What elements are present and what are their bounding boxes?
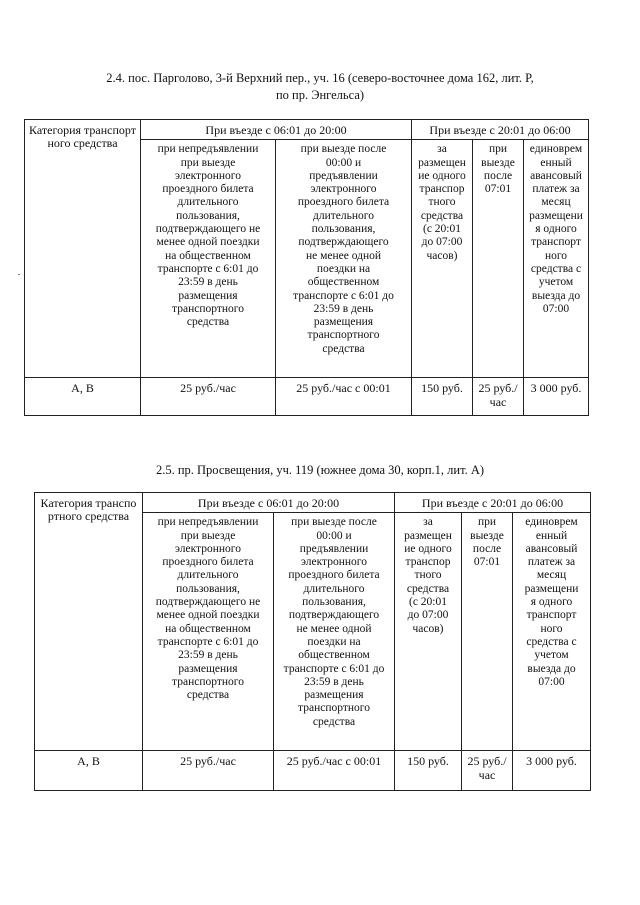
value-after-0701: 25 руб./час bbox=[473, 378, 524, 416]
sub-header-monthly: единоврем енный авансовый платеж за месяц размещени я одного транспорт ного средства с учетом выезда до 07:00 bbox=[513, 513, 591, 751]
category-header: Категория транспортного средства bbox=[25, 120, 141, 378]
sub-header-after-0701: при выезде после 07:01 bbox=[462, 513, 513, 751]
value-overnight: 150 руб. bbox=[395, 751, 462, 791]
row-category: А, В bbox=[35, 751, 143, 791]
section-heading-line: 2.5. пр. Просвещения, уч. 119 (южнее дома 30, корп.1, лит. А) bbox=[155, 463, 485, 477]
tariff-table-2-4 bbox=[24, 119, 589, 416]
sub-header-overnight: за размещен ие одного транспор тного средства (с 20:01 до 07:00 часов) bbox=[395, 513, 462, 751]
value-after-midnight: 25 руб./час с 00:01 bbox=[274, 751, 395, 791]
value-monthly: 3 000 руб. bbox=[513, 751, 591, 791]
value-monthly: 3 000 руб. bbox=[524, 378, 589, 416]
category-header: Категория транспортного средства bbox=[35, 493, 143, 751]
sub-header-no-ticket: при непредъявлении при выезде электронного проездного билета длительного пользования, подтверждающего не менее одной поездки на общественном транспорте с 6:01 до 23:59 в день размещения транспортного средства bbox=[141, 140, 276, 378]
sub-header-monthly: единоврем енный авансовый платеж за месяц размещени я одного транспорт ного средства с учетом выезда до 07:00 bbox=[524, 140, 589, 378]
sub-header-overnight: за размещен ие одного транспор тного средства (с 20:01 до 07:00 часов) bbox=[412, 140, 473, 378]
section-heading-2-5 bbox=[0, 462, 640, 479]
sub-header-after-midnight: при выезде после 00:00 и предъявлении электронного проездного билета длительного пользования, подтверждающего не менее одной поездки на общественном транспорте с 6:01 до 23:59 в день размещения транспортного средства bbox=[274, 513, 395, 751]
sub-header-no-ticket: при непредъявлении при выезде электронного проездного билета длительного пользования, подтверждающего не менее одной поездки на общественном транспорте с 6:01 до 23:59 в день размещения транспортного средства bbox=[143, 513, 274, 751]
day-header: При въезде с 06:01 до 20:00 bbox=[143, 493, 395, 513]
value-no-ticket: 25 руб./час bbox=[143, 751, 274, 791]
night-header: При въезде с 20:01 до 06:00 bbox=[412, 120, 589, 140]
sub-header-after-midnight: при выезде после 00:00 и предъявлении электронного проездного билета длительного пользования, подтверждающего не менее одной поездки на общественном транспорте с 6:01 до 23:59 в день размещения транспортного средства bbox=[276, 140, 412, 378]
section-heading-2-4 bbox=[0, 70, 640, 104]
margin-mark bbox=[18, 274, 20, 275]
sub-header-after-0701: при выезде после 07:01 bbox=[473, 140, 524, 378]
day-header: При въезде с 06:01 до 20:00 bbox=[141, 120, 412, 140]
value-no-ticket: 25 руб./час bbox=[141, 378, 276, 416]
value-after-0701: 25 руб./час bbox=[462, 751, 513, 791]
night-header: При въезде с 20:01 до 06:00 bbox=[395, 493, 591, 513]
value-overnight: 150 руб. bbox=[412, 378, 473, 416]
section-heading-line: по пр. Энгельса) bbox=[275, 88, 365, 102]
row-category: А, В bbox=[25, 378, 141, 416]
tariff-table-2-5 bbox=[34, 492, 591, 791]
section-heading-line: 2.4. пос. Парголово, 3-й Верхний пер., уч. 16 (северо-восточнее дома 162, лит. Р, bbox=[106, 71, 534, 85]
value-after-midnight: 25 руб./час с 00:01 bbox=[276, 378, 412, 416]
